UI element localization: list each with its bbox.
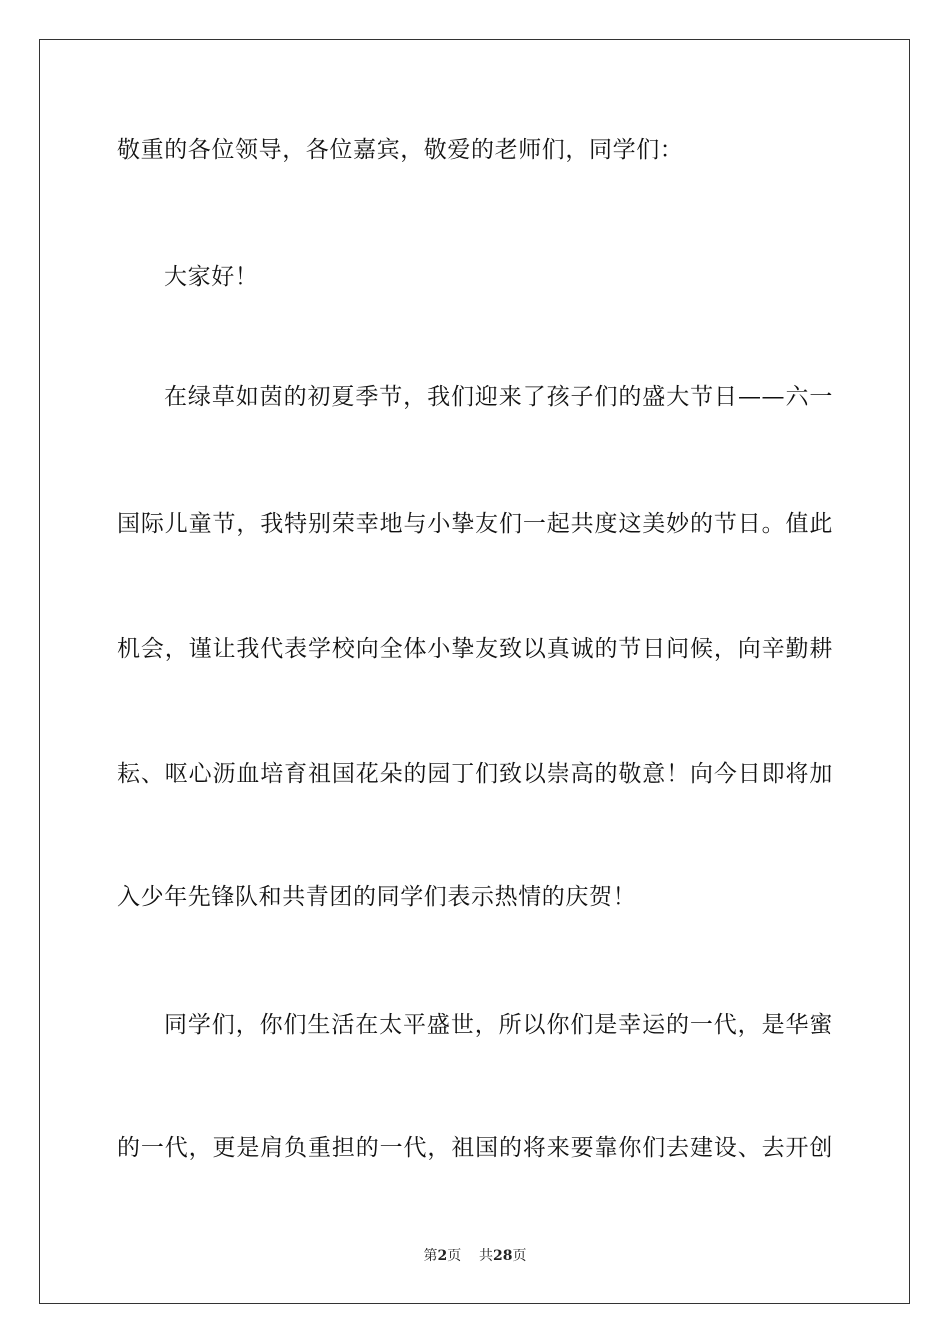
total-pages: 28	[493, 1248, 513, 1264]
paragraph-line: 机会，谨让我代表学校向全体小挚友致以真诚的节日问候，向辛勤耕	[117, 636, 833, 662]
total-prefix: 共	[479, 1248, 494, 1264]
page-footer	[0, 1247, 950, 1265]
paragraph-line: 同学们，你们生活在太平盛世，所以你们是幸运的一代，是华蜜	[164, 1012, 833, 1038]
salutation-line: 敬重的各位领导，各位嘉宾，敬爱的老师们，同学们：	[117, 137, 684, 163]
paragraph-line: 耘、呕心沥血培育祖国花朵的园丁们致以崇高的敬意！向今日即将加	[117, 761, 833, 787]
paragraph-line: 的一代，更是肩负重担的一代，祖国的将来要靠你们去建设、去开创	[117, 1135, 833, 1161]
paragraph-line: 在绿草如茵的初夏季节，我们迎来了孩子们的盛大节日——六一	[164, 384, 833, 410]
greeting-line: 大家好！	[164, 264, 259, 290]
page-number: 2	[437, 1248, 448, 1264]
total-suffix: 页	[512, 1248, 527, 1264]
page-frame	[39, 39, 910, 1304]
page-suffix: 页	[447, 1248, 462, 1264]
paragraph-line: 国际儿童节，我特别荣幸地与小挚友们一起共度这美妙的节日。值此	[117, 511, 833, 537]
page-prefix: 第	[423, 1248, 438, 1264]
paragraph-line: 入少年先锋队和共青团的同学们表示热情的庆贺！	[117, 884, 637, 910]
